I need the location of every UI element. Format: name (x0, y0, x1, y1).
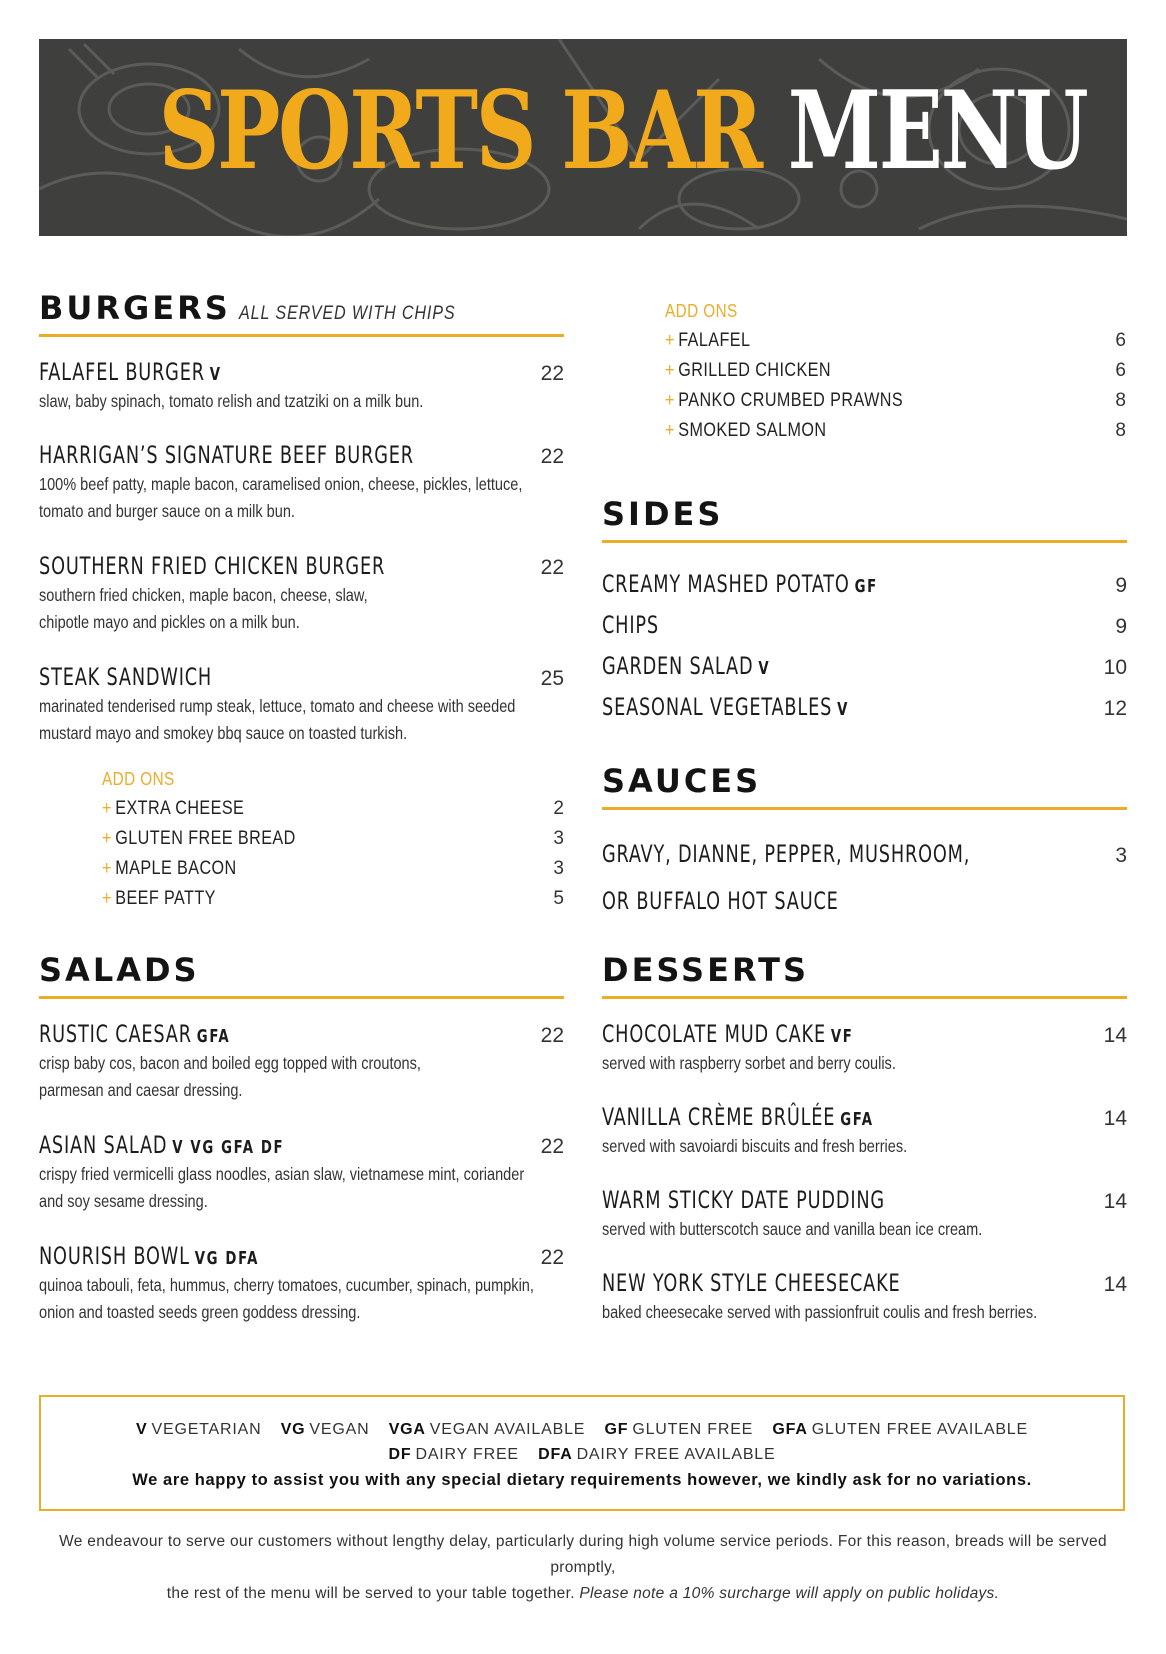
dietary-legend (39, 1395, 1125, 1511)
item-name: SOUTHERN FRIED CHICKEN BURGER (39, 552, 386, 580)
item-price: 22 (540, 556, 564, 579)
item-name: VANILLA CRÈME BRÛLÉE GFA (602, 1103, 874, 1131)
item-description: marinated tenderised rump steak, lettuce, tomato and cheese with seeded mustard mayo and smokey bbq sauce on toasted turkish. (39, 696, 516, 743)
add-on-item: + PANKO CRUMBED PRAWNS 8 (665, 386, 1126, 416)
item-price: 22 (540, 1246, 564, 1269)
add-ons-title: ADD ONS (665, 301, 738, 321)
legend-row-1: V VEGETARIAN VG VEGAN VGA VEGAN AVAILABLE GF GLUTEN FREE GFA GLUTEN FREE AVAILABLE (136, 1421, 1028, 1438)
title-menu: MENU (787, 68, 1087, 194)
item-price: 10 (1103, 656, 1127, 679)
item-price: 14 (1103, 1107, 1127, 1130)
add-on-price: 8 (1115, 420, 1126, 441)
item-description: slaw, baby spinach, tomato relish and tzatziki on a milk bun. (39, 391, 424, 411)
footer-line-1: We endeavour to serve our customers without lengthy delay, particularly during high volume service periods. For this reason, breads will be served promptly, (59, 1533, 1107, 1576)
dietary-tags: VF (830, 1026, 854, 1047)
burgers-subtitle: ALL SERVED WITH CHIPS (238, 303, 456, 324)
dietary-note: We are happy to assist you with any special dietary requirements however, we kindly ask for no variations. (132, 1471, 1032, 1489)
add-on-price: 8 (1115, 390, 1126, 411)
menu-item-signature-beef-burger (39, 441, 564, 525)
item-price: 14 (1103, 1273, 1127, 1296)
side-item (602, 564, 1127, 605)
sides-section (602, 492, 1127, 721)
item-name: RUSTIC CAESAR GFA (39, 1020, 231, 1048)
dietary-tags: V (209, 364, 222, 385)
item-price: 22 (540, 445, 564, 468)
item-name: SEASONAL VEGETABLES V (602, 693, 849, 721)
item-description: southern fried chicken, maple bacon, cheese, slaw, chipotle mayo and pickles on a milk bun. (39, 585, 368, 632)
sauce-names: GRAVY, DIANNE, PEPPER, MUSHROOM, (602, 840, 971, 868)
menu-item-vanilla-creme-brulee (602, 1103, 1127, 1160)
section-title-sides: SIDES (602, 492, 1127, 543)
add-on-price: 6 (1115, 360, 1126, 381)
menu-title (158, 68, 1087, 194)
item-price: 14 (1103, 1190, 1127, 1213)
item-price: 22 (540, 1024, 564, 1047)
item-description: served with butterscotch sauce and vanilla bean ice cream. (602, 1219, 983, 1239)
plus-icon: + (102, 888, 112, 909)
item-name: CHOCOLATE MUD CAKE VF (602, 1020, 854, 1048)
item-name: STEAK SANDWICH (39, 663, 213, 691)
add-on-price: 2 (553, 798, 564, 819)
add-on-price: 6 (1115, 330, 1126, 351)
dietary-tags: V VG GFA DF (172, 1137, 285, 1158)
surcharge-note: Please note a 10% surcharge will apply on public holidays. (579, 1585, 1000, 1602)
section-title-burgers (39, 286, 564, 337)
section-title-salads: SALADS (39, 948, 564, 999)
item-description: served with raspberry sorbet and berry coulis. (602, 1053, 896, 1073)
add-on-item: + MAPLE BACON 3 (102, 854, 564, 884)
dietary-tags: VG DFA (194, 1248, 260, 1269)
burger-add-ons (102, 764, 564, 914)
desserts-section (602, 948, 1127, 1322)
item-description: baked cheesecake served with passionfruit coulis and fresh berries. (602, 1302, 1038, 1322)
item-price: 25 (540, 667, 564, 690)
menu-item-chocolate-mud-cake (602, 1020, 1127, 1077)
add-on-item: + EXTRA CHEESE 2 (102, 794, 564, 824)
item-description: crisp baby cos, bacon and boiled egg topped with croutons, parmesan and caesar dressing. (39, 1053, 421, 1100)
sauce-names: OR BUFFALO HOT SAUCE (602, 887, 839, 915)
footer-line-2: the rest of the menu will be served to your table together. Please note a 10% surcharge will apply on public holidays. (166, 1585, 1000, 1602)
sauces-section (602, 759, 1127, 915)
add-on-item: + GRILLED CHICKEN 6 (665, 356, 1126, 386)
plus-icon: + (102, 858, 112, 879)
section-title-sauces: SAUCES (602, 759, 1127, 810)
add-on-item: + BEEF PATTY 5 (102, 884, 564, 914)
menu-item-nourish-bowl (39, 1242, 564, 1326)
add-on-price: 3 (553, 858, 564, 879)
salads-section (39, 948, 564, 1322)
item-price: 3 (1115, 844, 1127, 867)
menu-item-sticky-date-pudding (602, 1186, 1127, 1243)
side-item (602, 605, 1127, 646)
item-name: WARM STICKY DATE PUDDING (602, 1186, 885, 1214)
add-on-item: + GLUTEN FREE BREAD 3 (102, 824, 564, 854)
item-description: quinoa tabouli, feta, hummus, cherry tomatoes, cucumber, spinach, pumpkin, onion and toasted seeds green goddess dressing. (39, 1275, 534, 1322)
side-item (602, 646, 1127, 687)
item-price: 22 (540, 362, 564, 385)
menu-item-steak-sandwich (39, 663, 564, 747)
item-description: served with savoiardi biscuits and fresh berries. (602, 1136, 908, 1156)
burgers-title-text: BURGERS (39, 289, 231, 327)
item-price: 12 (1103, 697, 1127, 720)
dietary-tags: V (837, 699, 849, 720)
add-ons-title: ADD ONS (102, 769, 175, 789)
item-description: 100% beef patty, maple bacon, caramelised onion, cheese, pickles, lettuce, tomato and burger sauce on a milk bun. (39, 474, 523, 521)
plus-icon: + (665, 390, 675, 411)
menu-item-southern-fried-chicken-burger (39, 552, 564, 636)
plus-icon: + (102, 798, 112, 819)
service-footer-note (39, 1529, 1127, 1607)
dietary-tags: GF (854, 576, 878, 597)
menu-item-rustic-caesar (39, 1020, 564, 1104)
item-name: GARDEN SALAD V (602, 652, 771, 680)
menu-item-new-york-cheesecake (602, 1269, 1127, 1326)
legend-row-2: DF DAIRY FREE DFA DAIRY FREE AVAILABLE (388, 1446, 776, 1463)
menu-item-asian-salad (39, 1131, 564, 1215)
menu-banner (39, 39, 1127, 236)
item-price: 22 (540, 1135, 564, 1158)
menu-item-falafel-burger (39, 358, 564, 415)
section-title-desserts: DESSERTS (602, 948, 1127, 999)
burgers-section (39, 286, 564, 909)
item-name: ASIAN SALAD V VG GFA DF (39, 1131, 285, 1159)
item-name: NEW YORK STYLE CHEESECAKE (602, 1269, 901, 1297)
dietary-tags: V (758, 658, 771, 679)
add-on-price: 5 (553, 888, 564, 909)
plus-icon: + (665, 330, 675, 351)
item-description: crispy fried vermicelli glass noodles, asian slaw, vietnamese mint, coriander and soy sesame dressing. (39, 1164, 525, 1211)
side-item (602, 687, 1127, 728)
title-sports-bar: SPORTS BAR (158, 68, 761, 194)
item-name: CREAMY MASHED POTATO GF (602, 570, 878, 598)
dietary-tags: GFA (840, 1109, 874, 1130)
item-price: 14 (1103, 1024, 1127, 1047)
item-name: HARRIGAN’S SIGNATURE BEEF BURGER (39, 441, 414, 469)
item-price: 9 (1115, 615, 1127, 638)
item-name: FALAFEL BURGER V (39, 358, 222, 386)
plus-icon: + (102, 828, 112, 849)
add-on-price: 3 (553, 828, 564, 849)
item-price: 9 (1115, 574, 1127, 597)
add-on-item: + SMOKED SALMON 8 (665, 416, 1126, 446)
dietary-tags: GFA (196, 1026, 231, 1047)
sauce-list-line (602, 831, 1127, 878)
plus-icon: + (665, 420, 675, 441)
item-name: CHIPS (602, 611, 659, 639)
item-name: NOURISH BOWL VG DFA (39, 1242, 260, 1270)
extra-add-ons (665, 296, 1126, 446)
sauce-list-line (602, 878, 1127, 925)
add-on-item: + FALAFEL 6 (665, 326, 1126, 356)
plus-icon: + (665, 360, 675, 381)
